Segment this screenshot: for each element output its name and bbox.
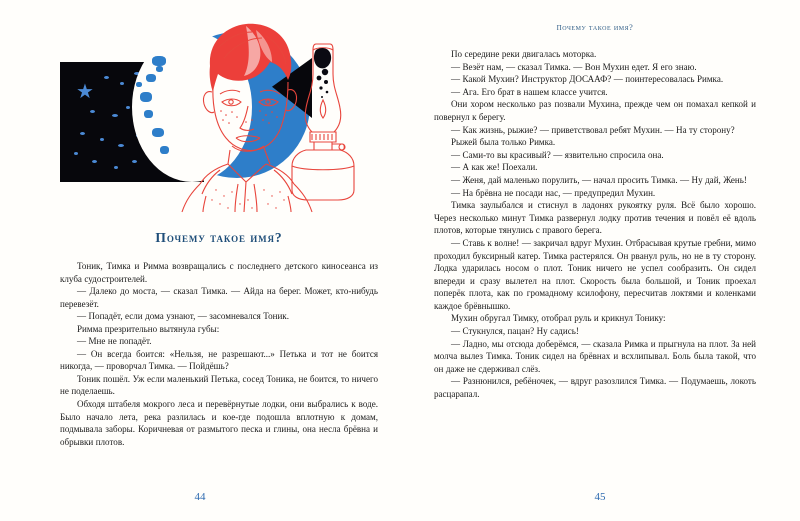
paragraph: Мухин обругал Тимку, отобрал руль и крикнул Тонику:: [451, 313, 666, 324]
paragraph: — Как жизнь, рыжие? — приветствовал ребят Мухин. — На ту сторону?: [451, 124, 735, 135]
paragraph: Обходя штабеля мокрого леса и перевёрнутые лодки, они выбрались к воде. Было начало лета, река разлилась и кое-где подошла вплотную к домам, подмывала заборы. Коричневая от размытого песка и глины, она несла брёвна и обрывки плотов.: [60, 399, 378, 447]
paragraph: Римма презрительно вытянула губы:: [77, 323, 220, 334]
chapter-illustration: [60, 14, 390, 214]
paragraph: — Какой Мухин? Инструктор ДОСААФ? — поинтересовалась Римка.: [451, 74, 724, 85]
left-page-body: [60, 260, 378, 448]
paragraph: Тоник пошёл. Уж если маленький Петька, сосед Тоника, не боится, то ничего не поделаешь.: [60, 373, 378, 397]
running-header: почему такое имя?: [556, 22, 634, 33]
paragraph: — Ладно, мы отсюда доберёмся, — сказала Римка и прыгнула на плот. За ней молча вылез Тимка. Тоник сидел на брёвнах и всхлипывал. Боль была такой, что он даже не сдерживал слёз.: [434, 338, 756, 374]
right-page-body: [434, 48, 756, 401]
paragraph: — Разнюнился, ребёночек, — вдруг разозлился Тимка. — Подумаешь, локоть расцарапал.: [434, 376, 756, 400]
paragraph: — Ага. Его брат в нашем классе учится.: [451, 86, 608, 97]
paragraph: Тимка заулыбался и стиснул в ладонях рукоятку руля. Всё было хорошо. Через несколько минут Тимка развернул лодку против течения и повёл её вдоль плотов, которые тянулись с правого берега.: [434, 200, 756, 236]
paragraph: Рыжей была только Римка.: [451, 137, 556, 148]
paragraph: — Мне не попадёт.: [77, 336, 152, 347]
right-page: [400, 0, 800, 521]
paragraph: По середине реки двигалась моторка.: [451, 49, 597, 59]
paragraph: Тоник, Тимка и Римма возвращались с последнего детского киносеанса из клуба судостроителей.: [60, 261, 378, 284]
paragraph: — Везёт нам, — сказал Тимка. — Вон Мухин едет. Я его знаю.: [451, 61, 697, 72]
paragraph: — Ставь к волне! — закричал вдруг Мухин. Отбрасывая крутые гребни, мимо проходил буксирный катер. Тимка растерялся. Он рванул руль, но не в ту сторону. Лодка ударилась носом о плот. Тоник ничего не успел сообразить. Он сидел впереди и сразу вылетел на плот. Скорость была большой, и Тоник проехал поперёк плота, как по громадному ксилофону, пересчитав локтями и коленками каждое брёвнышко.: [434, 237, 756, 311]
paragraph: — Попадёт, если дома узнают, — засомневался Тоник.: [77, 311, 289, 322]
paragraph: — Женя, дай маленько порулить, — начал просить Тимка. — Ну дай, Жень!: [451, 174, 747, 185]
line-art-drawing: [60, 14, 390, 214]
paragraph: — Он всегда боится: «Нельзя, не разрешают...» Петька и тот не боится никогда, — проворчал Тимка. — Пойдёшь?: [60, 348, 378, 372]
paragraph: — Сами-то вы красивый? — язвительно спросила она.: [451, 149, 664, 160]
page-number: 45: [594, 491, 606, 503]
page-number: 44: [194, 491, 206, 503]
paragraph: — На брёвна не посади нас, — предупредил Мухин.: [451, 187, 656, 198]
chapter-title: Почему такое имя?: [155, 230, 283, 245]
paragraph: — Далеко до моста, — сказал Тимка. — Айда на берег. Может, кто-нибудь перевезёт.: [60, 286, 378, 309]
paragraph: — А как же! Поехали.: [451, 162, 538, 173]
paragraph: — Стукнулся, пацан? Ну садись!: [451, 326, 579, 337]
paragraph: Они хором несколько раз позвали Мухина, прежде чем он помахал кепкой и повернул к берегу.: [434, 99, 756, 122]
